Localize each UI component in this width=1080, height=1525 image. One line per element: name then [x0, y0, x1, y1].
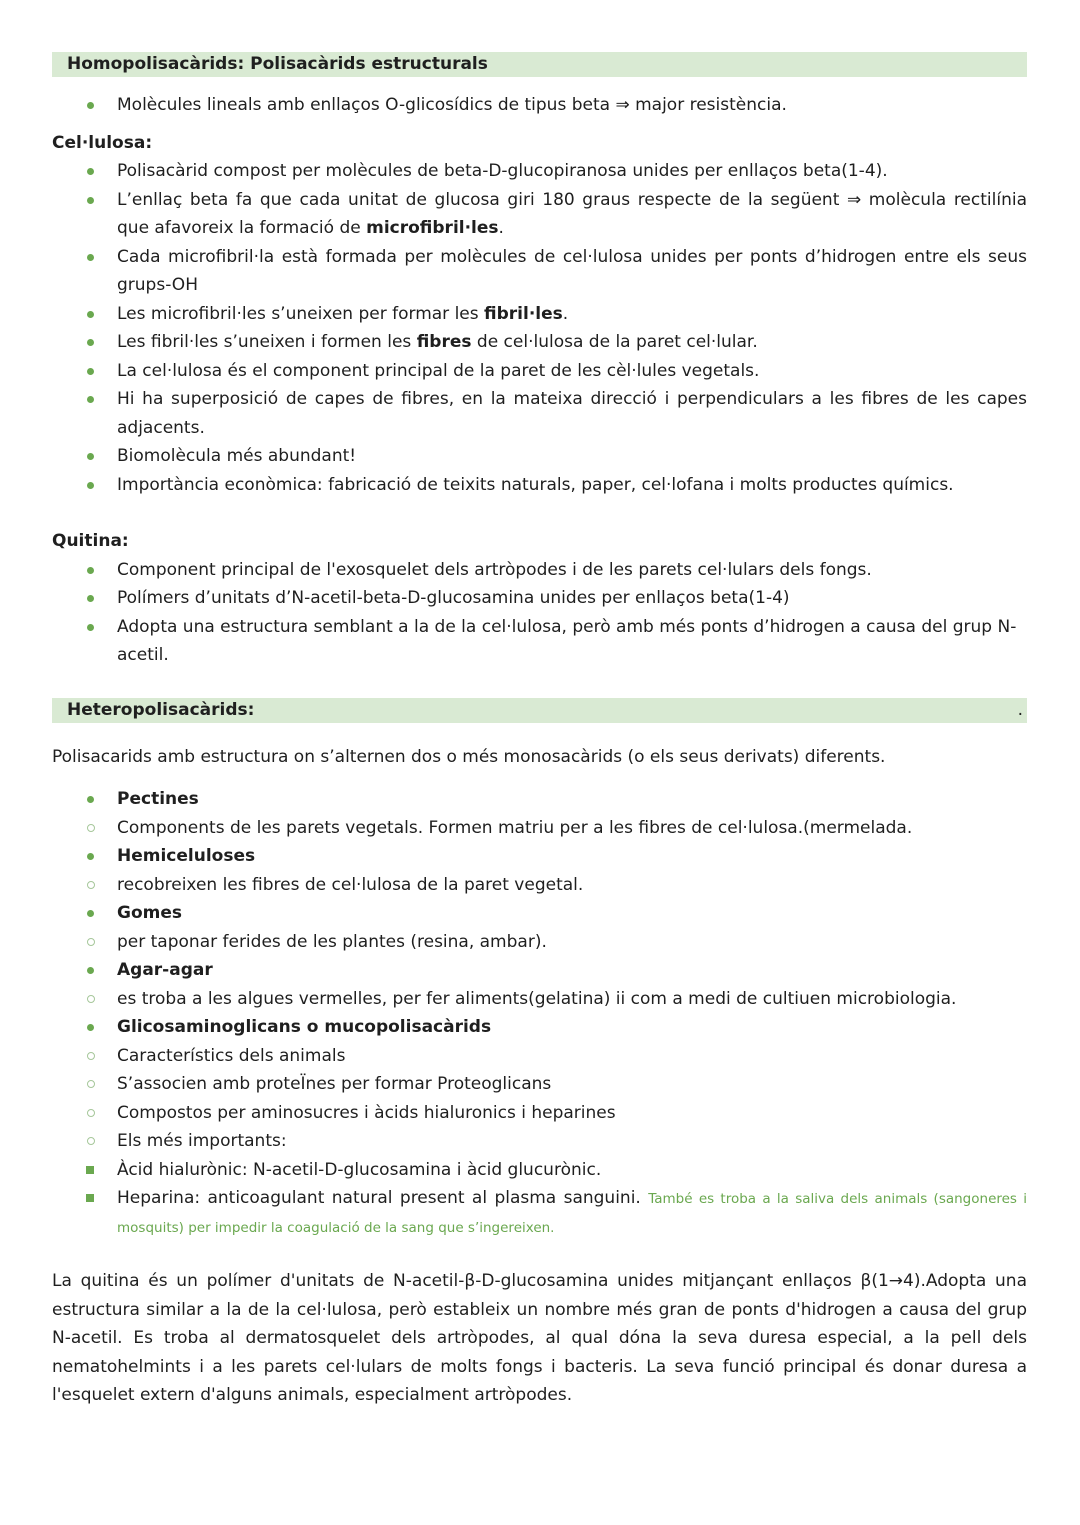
sub-sub-list-item: Àcid hialurònic: N-acetil-D-glucosamina i àcid glucurònic. — [52, 1156, 1027, 1185]
sub-list — [52, 814, 1027, 843]
list-item — [52, 956, 1027, 1013]
sub-list-item: Característics dels animals — [52, 1042, 1027, 1071]
sub-list — [52, 985, 1027, 1014]
list-item: Polímers d’unitats d’N-acetil-beta-D-glucosamina unides per enllaços beta(1-4) — [52, 584, 1027, 613]
document-page — [52, 52, 1027, 1410]
cellulosa-list — [52, 157, 1027, 499]
sub-list-item: Compostos per aminosucres i àcids hialuronics i heparines — [52, 1099, 1027, 1128]
list-item — [52, 842, 1027, 899]
item-title: Gomes — [117, 903, 182, 923]
list-item: Component principal de l'exosquelet dels artròpodes i de les parets cel·lulars dels fongs. — [52, 556, 1027, 585]
sub-list-item: recobreixen les fibres de cel·lulosa de la paret vegetal. — [52, 871, 1027, 900]
hetero-list — [52, 785, 1027, 1241]
list-item: Importància econòmica: fabricació de teixits naturals, paper, cel·lofana i molts productes químics. — [52, 471, 1027, 500]
quitina-list — [52, 556, 1027, 670]
list-item: Cada microfibril·la està formada per molècules de cel·lulosa unides per ponts d’hidrogen entre els seus grups-OH — [52, 243, 1027, 300]
sub-sub-list — [52, 1156, 1027, 1242]
hetero-intro: Polisacarids amb estructura on s’alternen dos o més monosacàrids (o els seus derivats) diferents. — [52, 746, 886, 767]
sub-list-item: Components de les parets vegetals. Formen matriu per a les fibres de cel·lulosa.(mermelada. — [52, 814, 1027, 843]
item-title: Pectines — [117, 789, 199, 809]
list-item — [52, 785, 1027, 842]
bold-term: microfibril·les — [366, 218, 499, 238]
sub-list-item: S’associen amb proteÏnes per formar Proteoglicans — [52, 1070, 1027, 1099]
cellulosa-label: Cel·lulosa: — [52, 132, 153, 153]
sub-list — [52, 1042, 1027, 1242]
list-item: Hi ha superposició de capes de fibres, en la mateixa direcció i perpendiculars a les fibres de les capes adjacents. — [52, 385, 1027, 442]
list-item: Les microfibril·les s’uneixen per formar les fibril·les. — [52, 300, 1027, 329]
sub-list — [52, 928, 1027, 957]
list-item: La cel·lulosa és el component principal de la paret de les cèl·lules vegetals. — [52, 357, 1027, 386]
list-item: Adopta una estructura semblant a la de la cel·lulosa, però amb més ponts d’hidrogen a causa del grup N-acetil. — [52, 613, 1027, 670]
section-header-title: Homopolisacàrids: Polisacàrids estructurals — [67, 54, 488, 74]
list-item: Biomolècula més abundant! — [52, 442, 1027, 471]
quitina-label: Quitina: — [52, 531, 129, 551]
bold-term: fibril·les — [484, 303, 563, 324]
list-item — [52, 1013, 1027, 1241]
sub-list-item: Els més importants: Àcid hialurònic: N-acetil-D-glucosamina i àcid glucurònic. Heparina: anticoagulant natural present al plasma sanguini. També es troba a la saliva dels animals (sangoneres i mosquits) per impedir la coagulació de la sang que s’ingereixen. — [52, 1127, 1027, 1241]
closing-paragraph: La quitina és un polímer d'unitats de N-acetil-β-D-glucosamina unides mitjançant enllaços β(1→4).Adopta una estructura similar a la de la cel·lulosa, però estableix un nombre més gran de ponts d'hidrogen a causa del grup N-acetil. Es troba al dermatosquelet dels artròpodes, al qual dóna la seva duresa especial, a la pell dels nematohelmints i a les parets cel·lulars de molts fongs i bacteris. La seva funció principal és donar duresa a l'esquelet extern d'alguns animals, especialment artròpodes. — [52, 1271, 1027, 1405]
list-item: Polisacàrid compost per molècules de beta-D-glucopiranosa unides per enllaços beta(1-4). — [52, 157, 1027, 186]
heparina-note: També es troba a la saliva dels animals (sangoneres i mosquits) per impedir la coagulació de la sang que s’ingereixen. — [117, 1191, 1027, 1236]
sub-list-item: es troba a les algues vermelles, per fer aliments(gelatina) ii com a medi de cultiuen microbiologia. — [52, 985, 1027, 1014]
sub-sub-list-item: Heparina: anticoagulant natural present al plasma sanguini. També es troba a la saliva dels animals (sangoneres i mosquits) per impedir la coagulació de la sang que s’ingereixen. — [52, 1184, 1027, 1241]
item-title: Glicosaminoglicans o mucopolisacàrids — [117, 1017, 492, 1037]
sub-list-item: per taponar ferides de les plantes (resina, ambar). — [52, 928, 1027, 957]
item-title: Agar-agar — [117, 960, 213, 980]
sub-list — [52, 871, 1027, 900]
section-header-heteropolisacarids — [52, 698, 1027, 723]
header-dot: . — [1017, 699, 1023, 720]
list-item — [52, 899, 1027, 956]
homo-intro-list — [52, 91, 1027, 120]
bold-term: fibres — [416, 332, 472, 352]
section-header-homopolisacarids — [52, 52, 1027, 77]
section-header-title: Heteropolisacàrids: — [67, 699, 255, 720]
item-title: Hemiceluloses — [117, 846, 256, 866]
list-item: L’enllaç beta fa que cada unitat de glucosa giri 180 graus respecte de la següent ⇒ molècula rectilínia que afavoreix la formació de microfibril·les. — [52, 186, 1027, 243]
list-item: Molècules lineals amb enllaços O-glicosídics de tipus beta ⇒ major resistència. — [52, 91, 1027, 120]
list-item: Les fibril·les s’uneixen i formen les fibres de cel·lulosa de la paret cel·lular. — [52, 328, 1027, 357]
